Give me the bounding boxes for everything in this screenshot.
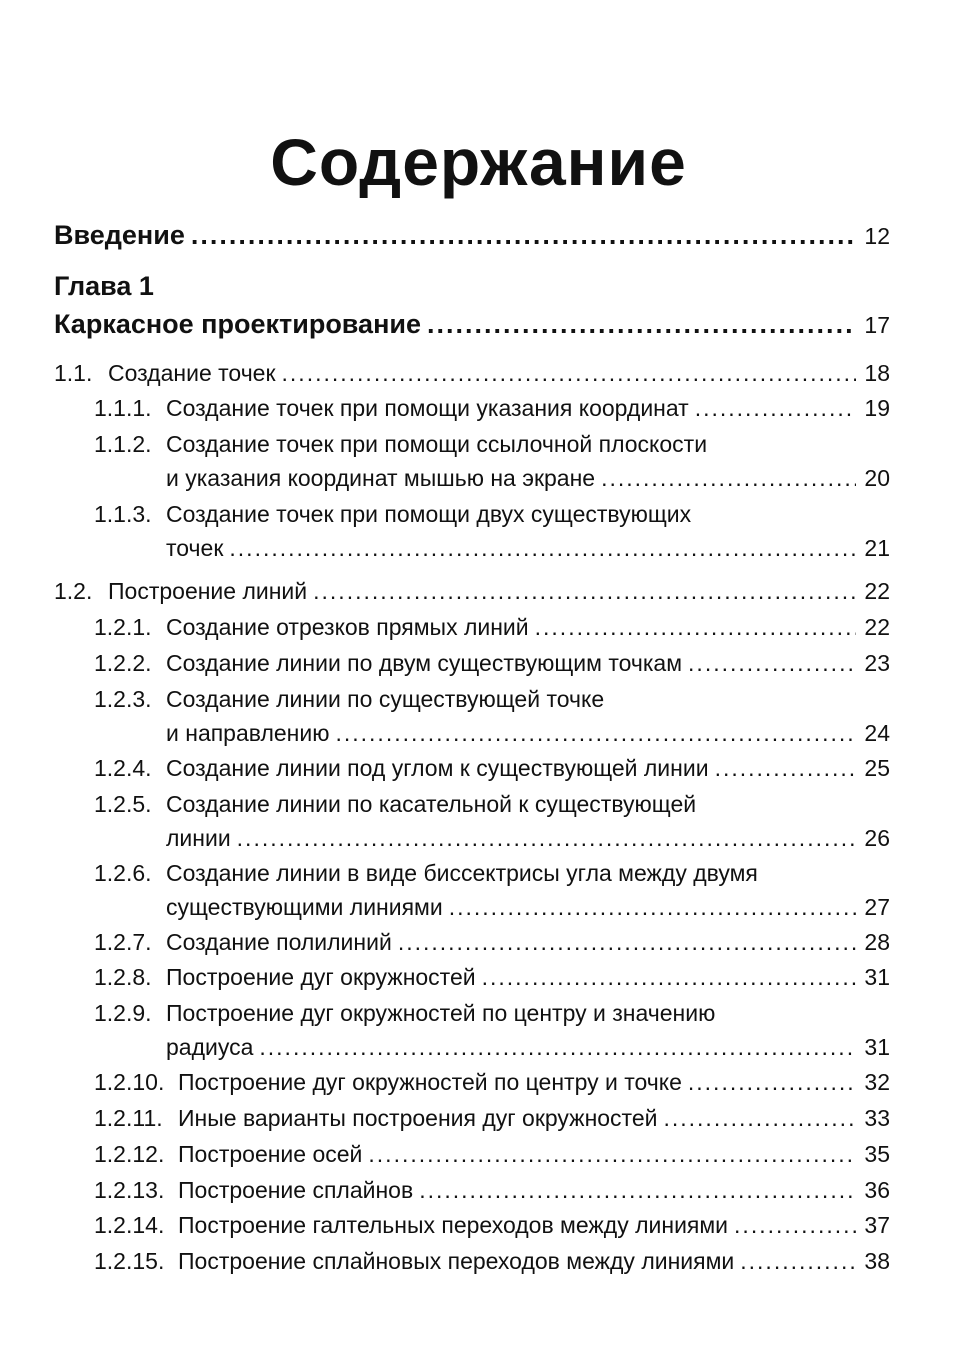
- toc-entry-number: 1.2.4.: [94, 755, 152, 781]
- toc-entry-1-1-2[interactable]: [54, 427, 890, 495]
- toc-entry-number: 1.2.15.: [94, 1248, 165, 1274]
- leader-dots: [229, 531, 856, 565]
- toc-entry-1-2-12[interactable]: [54, 1137, 890, 1171]
- toc-entry-text: точек: [166, 535, 224, 561]
- toc-page-number: 26: [864, 825, 890, 851]
- toc-entry-text-line1: Построение дуг окружностей по центру и значению: [166, 1000, 716, 1026]
- toc-entry-1-2-6[interactable]: [54, 856, 890, 924]
- toc-entry-number: 1.2.2.: [94, 650, 152, 676]
- toc-page-number: 18: [864, 360, 890, 386]
- toc-entry-text-line1: Создание линии в виде биссектрисы угла между двумя: [166, 860, 758, 886]
- toc-entry-text: Каркасное проектирование: [54, 309, 421, 339]
- toc-page-number: 23: [864, 650, 890, 676]
- toc-entry-text: Построение дуг окружностей по центру и точке: [178, 1069, 682, 1095]
- leader-dots: [688, 646, 856, 680]
- toc-page-number: 31: [864, 964, 890, 990]
- leader-dots: [398, 925, 856, 959]
- toc-entry-1-2-2[interactable]: [54, 646, 890, 680]
- toc-entry-text: и направлению: [166, 720, 330, 746]
- toc-entry-text-line1: Создание линии по касательной к существующей: [166, 791, 697, 817]
- leader-dots: [535, 610, 856, 644]
- toc-entry-number: 1.2.3.: [94, 686, 152, 712]
- toc-entry-text: Создание полилиний: [166, 929, 392, 955]
- toc-entry-text: Построение осей: [178, 1141, 363, 1167]
- leader-dots: [368, 1137, 856, 1171]
- toc-page-number: 32: [864, 1069, 890, 1095]
- toc-entry-text: радиуса: [166, 1034, 254, 1060]
- toc-page-number: 19: [864, 395, 890, 421]
- toc-page-number: 25: [864, 755, 890, 781]
- toc-page-number: 20: [864, 465, 890, 491]
- leader-dots: [688, 1065, 856, 1099]
- toc-entry-number: 1.2.7.: [94, 929, 152, 955]
- toc-entry-number: 1.1.: [54, 360, 93, 386]
- toc-page-number: 37: [864, 1212, 890, 1238]
- toc-page-number: 31: [864, 1034, 890, 1060]
- toc-entry-1-2-14[interactable]: [54, 1208, 890, 1242]
- leader-dots: [695, 391, 856, 425]
- toc-entry-text: Создание линии по двум существующим точкам: [166, 650, 683, 676]
- toc-entry-intro[interactable]: [54, 218, 890, 253]
- toc-entry-text: Введение: [54, 220, 185, 250]
- toc-entry-text: Построение дуг окружностей: [166, 964, 476, 990]
- page-title: Содержание: [270, 125, 687, 200]
- toc-entry-1-2-4[interactable]: [54, 751, 890, 785]
- toc-entry-number: 1.1.3.: [94, 501, 152, 527]
- leader-dots: [191, 218, 856, 252]
- toc-entry-1-2-7[interactable]: [54, 925, 890, 959]
- toc-entry-1-2-9[interactable]: [54, 996, 890, 1064]
- toc-entry-text: линии: [166, 825, 231, 851]
- toc-entry-text: Создание точек при помощи указания координат: [166, 395, 689, 421]
- toc-entry-text: Построение линий: [108, 578, 308, 604]
- leader-dots: [259, 1030, 856, 1064]
- toc-page-number: 21: [864, 535, 890, 561]
- toc-entry-text-line1: Создание точек при помощи ссылочной плоскости: [166, 431, 708, 457]
- toc-page-number: 28: [864, 929, 890, 955]
- toc-page-number: 24: [864, 720, 890, 746]
- toc-page-number: 12: [864, 223, 890, 249]
- toc-entry-1-2-3[interactable]: [54, 682, 890, 750]
- toc-entry-text: Создание отрезков прямых линий: [166, 614, 529, 640]
- leader-dots: [740, 1244, 856, 1278]
- toc-entry-number: 1.2.8.: [94, 964, 152, 990]
- toc-page-number: 27: [864, 894, 890, 920]
- leader-dots: [715, 751, 856, 785]
- toc-entry-text-line1: Создание линии по существующей точке: [166, 686, 605, 712]
- toc-entry-1-1[interactable]: [54, 356, 890, 390]
- toc-entry-text: Создание точек: [108, 360, 276, 386]
- toc-entry-1-2-1[interactable]: [54, 610, 890, 644]
- toc-entry-text: существующими линиями: [166, 894, 443, 920]
- toc-entry-text: Построение сплайнов: [178, 1177, 414, 1203]
- leader-dots: [313, 574, 856, 608]
- toc-entry-1-1-1[interactable]: [54, 391, 890, 425]
- leader-dots: [482, 960, 856, 994]
- toc-entry-number: 1.2.5.: [94, 791, 152, 817]
- leader-dots: [335, 716, 856, 750]
- leader-dots: [663, 1101, 856, 1135]
- toc-entry-1-2-10[interactable]: [54, 1065, 890, 1099]
- toc-entry-text: Создание линии под углом к существующей линии: [166, 755, 709, 781]
- toc-entry-number: 1.1.2.: [94, 431, 152, 457]
- toc-entry-text-line1: Создание точек при помощи двух существующих: [166, 501, 692, 527]
- toc-entry-text: и указания координат мышью на экране: [166, 465, 596, 491]
- toc-page-number: 35: [864, 1141, 890, 1167]
- toc-entry-1-2-5[interactable]: [54, 787, 890, 855]
- toc-page-number: 22: [864, 578, 890, 604]
- leader-dots: [419, 1173, 856, 1207]
- toc-entry-number: 1.2.: [54, 578, 93, 604]
- toc-entry-1-1-3[interactable]: [54, 497, 890, 565]
- leader-dots: [282, 356, 856, 390]
- toc-entry-text: Построение галтельных переходов между линиями: [178, 1212, 729, 1238]
- toc-entry-1-2-11[interactable]: [54, 1101, 890, 1135]
- toc-page-number: 38: [864, 1248, 890, 1274]
- toc-page-number: 36: [864, 1177, 890, 1203]
- toc-entry-number: 1.1.1.: [94, 395, 152, 421]
- toc-entry-number: 1.2.6.: [94, 860, 152, 886]
- toc-entry-number: 1.2.13.: [94, 1177, 165, 1203]
- toc-entry-number: 1.2.14.: [94, 1212, 165, 1238]
- toc-page-number: 17: [864, 312, 890, 338]
- chapter-label: Глава 1: [54, 271, 154, 301]
- leader-dots: [734, 1208, 856, 1242]
- toc-entry-text: Построение сплайновых переходов между линиями: [178, 1248, 735, 1274]
- toc-chapter-label: [54, 268, 890, 304]
- toc-entry-1-2-8[interactable]: [54, 960, 890, 994]
- toc-entry-1-2-13[interactable]: [54, 1173, 890, 1207]
- toc-entry-number: 1.2.12.: [94, 1141, 165, 1167]
- toc-entry-number: 1.2.9.: [94, 1000, 152, 1026]
- leader-dots: [601, 461, 856, 495]
- toc-entry-number: 1.2.1.: [94, 614, 152, 640]
- toc-entry-text: Иные варианты построения дуг окружностей: [178, 1105, 658, 1131]
- toc-entry-number: 1.2.10.: [94, 1069, 165, 1095]
- toc-page-number: 22: [864, 614, 890, 640]
- toc-entry-1-2-15[interactable]: [54, 1244, 890, 1278]
- toc-entry-number: 1.2.11.: [94, 1105, 163, 1131]
- leader-dots: [449, 890, 856, 924]
- toc-entry-1-2[interactable]: [54, 574, 890, 608]
- toc-entry-chapter[interactable]: [54, 307, 890, 342]
- leader-dots: [237, 821, 856, 855]
- leader-dots: [427, 307, 856, 341]
- toc-page-number: 33: [864, 1105, 890, 1131]
